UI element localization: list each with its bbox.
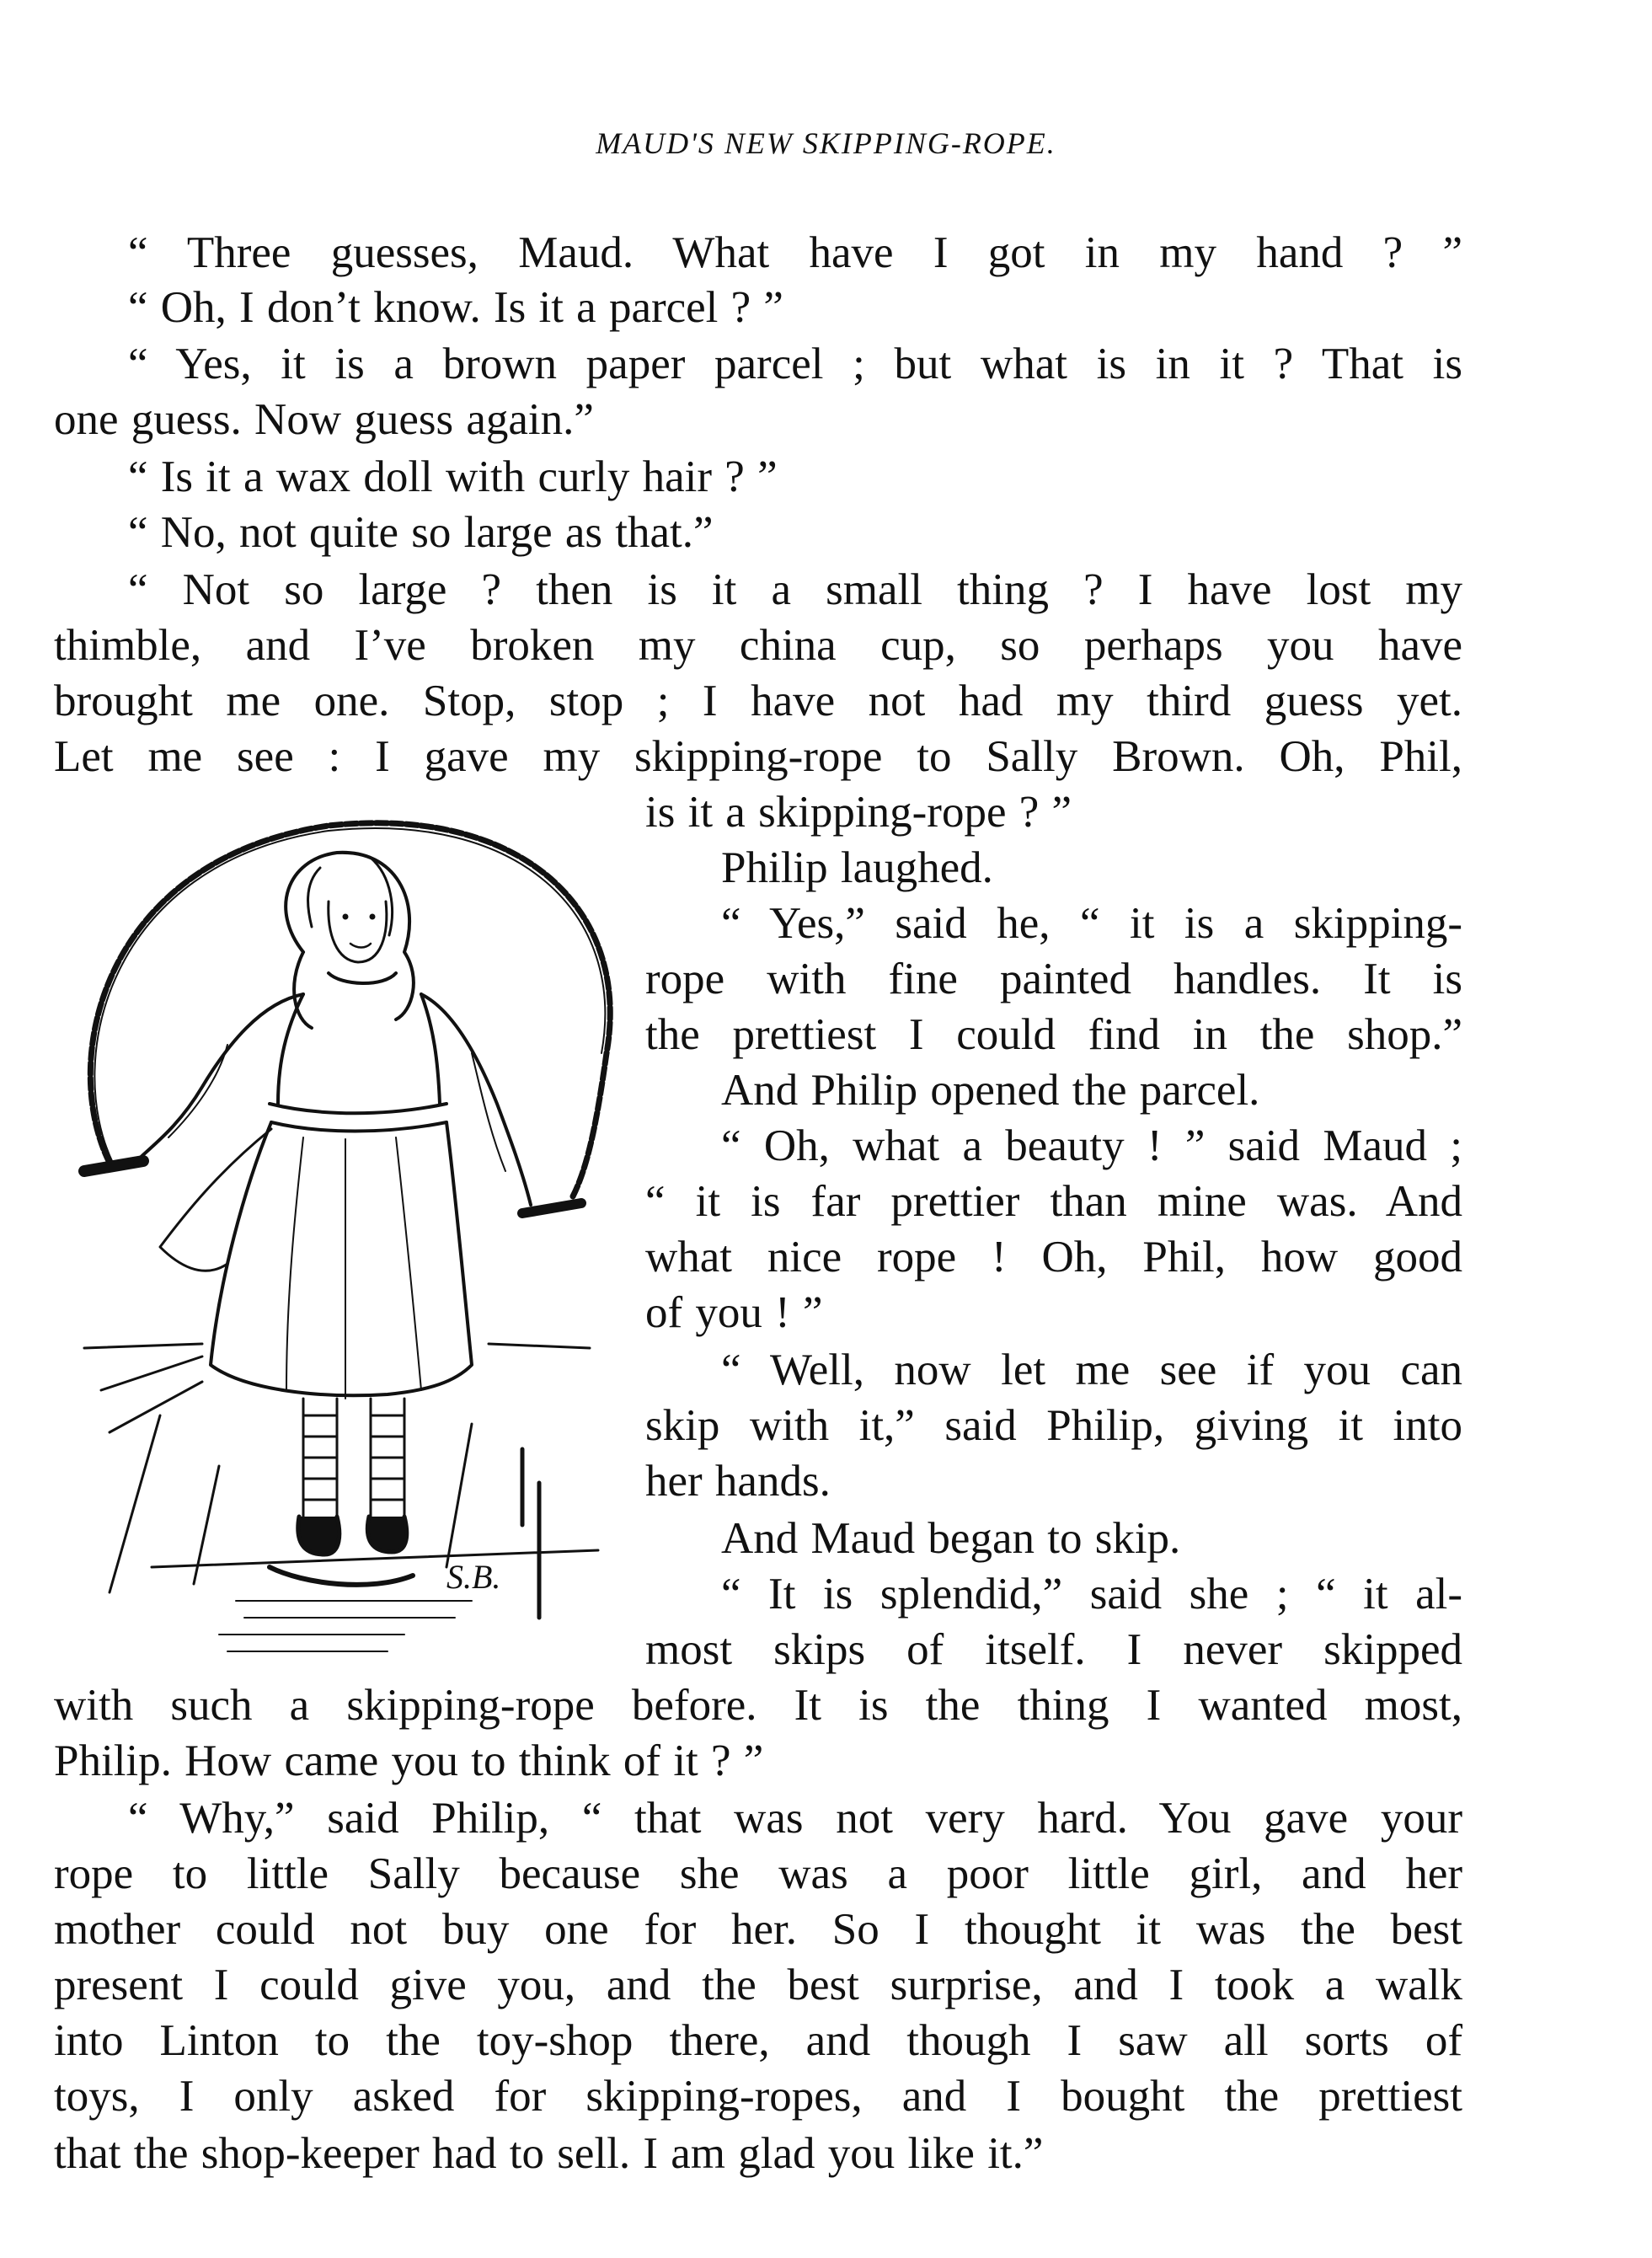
text-line: “ It is splendid,” said she ; “ it al- [721,1570,1462,1619]
artist-signature: S.B. [446,1558,501,1596]
text-line: “ Is it a wax doll with curly hair ? ” [128,452,778,501]
text-line: thimble, and I’ve broken my china cup, so perhaps you have [54,621,1462,670]
text-line: mother could not buy one for her. So I thought it was the best [54,1905,1462,1954]
text-line: And Philip opened the parcel. [721,1066,1260,1115]
text-line: with such a skipping-rope before. It is the thing I wanted most, [54,1681,1462,1730]
text-line: “ No, not quite so large as that.” [128,508,714,557]
text-line: “ Yes,” said he, “ it is a skipping- [721,899,1462,948]
text-line: brought me one. Stop, stop ; I have not had my third guess yet. [54,677,1462,725]
girl-skipping-rope-icon [51,809,640,1694]
text-line: the prettiest I could find in the shop.” [645,1010,1462,1059]
text-line: present I could give you, and the best surprise, and I took a walk [54,1961,1462,2009]
text-line: skip with it,” said Philip, giving it into [645,1401,1462,1450]
text-line: “ Oh, I don’t know. Is it a parcel ? ” [128,283,783,332]
text-line: “ Why,” said Philip, “ that was not very hard. You gave your [128,1794,1462,1843]
text-line: “ Not so large ? then is it a small thing ? I have lost my [128,565,1462,614]
text-line: “ it is far prettier than mine was. And [645,1177,1462,1226]
text-line: her hands. [645,1457,831,1506]
text-line: Philip. How came you to think of it ? ” [54,1736,764,1785]
text-line: that the shop-keeper had to sell. I am glad you like it.” [54,2129,1044,2178]
text-line: one guess. Now guess again.” [54,395,594,444]
text-line: Philip laughed. [721,843,993,892]
text-line: “ Well, now let me see if you can [721,1346,1462,1394]
text-line: toys, I only asked for skipping-ropes, and I bought the prettiest [54,2072,1462,2121]
text-line: is it a skipping-rope ? ” [645,788,1072,837]
text-line: into Linton to the toy-shop there, and though I saw all sorts of [54,2016,1462,2065]
text-line: rope to little Sally because she was a poor little girl, and her [54,1849,1462,1898]
text-line: And Maud began to skip. [721,1514,1181,1563]
text-line: Let me see : I gave my skipping-rope to Sally Brown. Oh, Phil, [54,732,1462,781]
text-line: “ Yes, it is a brown paper parcel ; but what is in it ? That is [128,340,1462,388]
text-line: “ Oh, what a beauty ! ” said Maud ; [721,1121,1462,1170]
text-line: what nice rope ! Oh, Phil, how good [645,1233,1462,1281]
text-line: rope with fine painted handles. It is [645,955,1462,1003]
text-line: “ Three guesses, Maud. What have I got in my hand ? ” [128,228,1462,277]
running-header: MAUD'S NEW SKIPPING-ROPE. [596,126,1056,160]
text-line: of you ! ” [645,1288,823,1337]
text-line: most skips of itself. I never skipped [645,1625,1462,1674]
